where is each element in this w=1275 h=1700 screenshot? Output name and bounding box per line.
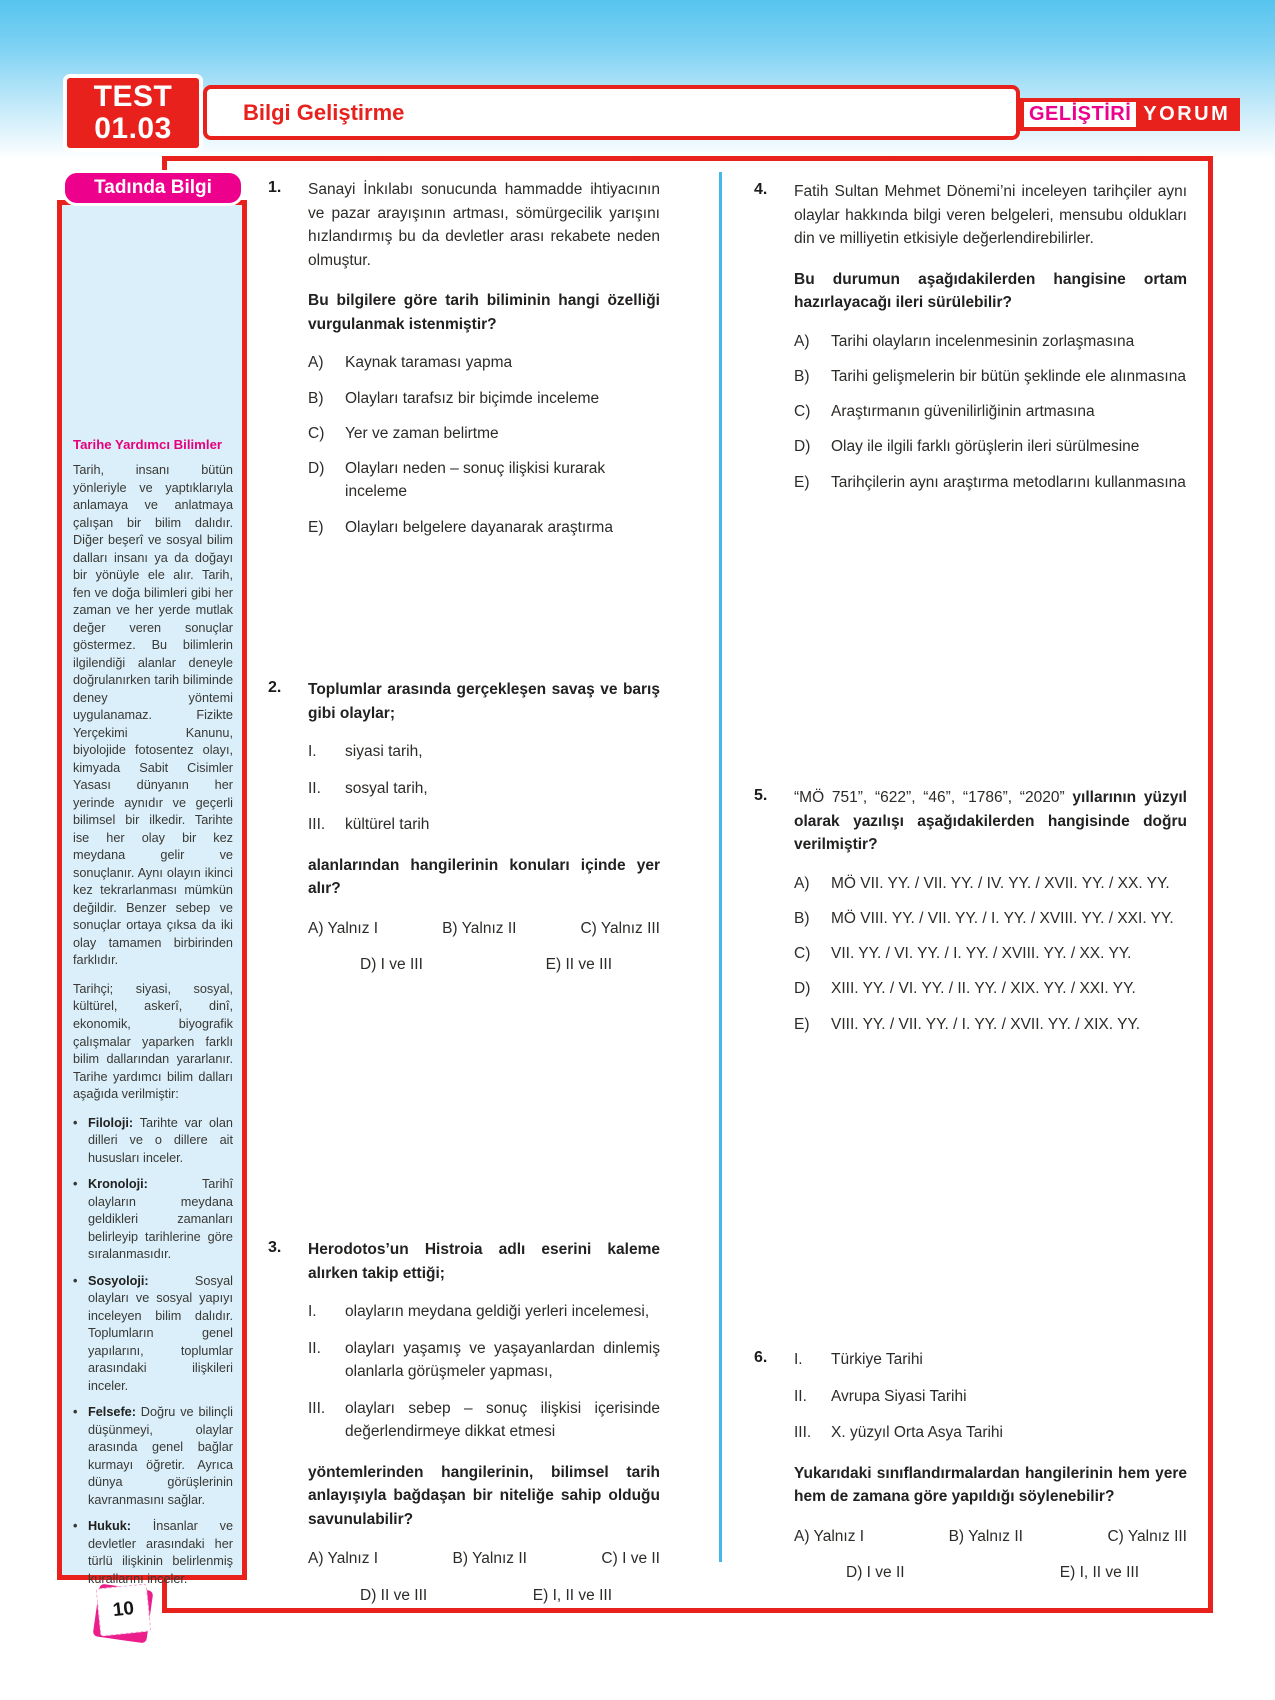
question-2-option-c: C) Yalnız III (580, 919, 660, 937)
bullet-icon: • (73, 1405, 78, 1420)
option-label: C) (794, 945, 811, 963)
roman-label: III. (308, 816, 326, 834)
roman-label: I. (794, 1351, 803, 1368)
question-1-option-a (308, 351, 660, 374)
column-divider (719, 172, 722, 1562)
question-1-option-b (308, 387, 660, 410)
option-label: A) (308, 354, 324, 372)
roman-text: olayların meydana geldiği yerleri incelemesi, (345, 1303, 650, 1321)
sidebar-paragraph: Tarihçi; siyasi, sosyal, kültürel, askerî, dinî, ekonomik, biyografik çalışmalar yaparken farklı bilim dallarından yararlanır. Tarihe yardımcı bilim dalları aşağıda verilmiştir: (73, 981, 233, 1102)
bullet-term: Filoloji: (88, 1115, 134, 1130)
test-word: TEST (93, 80, 173, 114)
sidebar-paragraph: Tarih, insanı bütün yönleriyle ve yaptıklarıyla anlamaya ve anlatmaya çalışan bir bilim dalıdır. Diğer beşerî ve sosyal bilim dalları insanı ya da doğayı bir yönüyle ele alır. Tarih, fen ve doğa bilimleri gibi her zaman ve her yerde mutlak değer veren sonuçlar göstermez. Bu bilimlerin ilgilendiği alanlar deneyle doğrulanırken tarih biliminde deney yöntemi uygulanamaz. Fizikte Yerçekimi Kanunu, biyolojide fotosentez olayı, kimyada Sabit Cisimler Yasası dünyanın her yerinde aynıdır ve geçerli bilimsel bir ilkedir. Tarihte ise her olay bir kez meydana gelir ve sonuçlanır. Aynı olayın ikinci kez tekrarlanması mümkün değildir. Benzer sebep ve sonuçlar ortaya çıksa da iki olay tamamen birbirinden farklıdır. (73, 463, 233, 968)
question-6-option-d: D) I ve II (846, 1563, 905, 1581)
bullet-icon: • (73, 1115, 78, 1130)
question-3-option-c: C) I ve II (601, 1550, 660, 1568)
question-2 (268, 678, 660, 976)
bullet-text: İnsanlar ve devletler arasındaki her türlü ilişkinin belirlenmiş kurallarını inceler. (88, 1519, 233, 1586)
bullet-term: Sosyoloji: (88, 1273, 149, 1288)
question-4-option-c (794, 400, 1187, 423)
question-6 (754, 1348, 1187, 1584)
question-2-romans (308, 740, 660, 837)
sidebar-heading: Tarihe Yardımcı Bilimler (73, 437, 223, 452)
roman-text: olayları yaşamış ve yaşayanlardan dinlemiş olanlarla görüşmeler yapması, (345, 1339, 660, 1381)
sidebar-bullet-hukuk (73, 1518, 233, 1588)
roman-label: III. (794, 1424, 812, 1442)
option-text: VII. YY. / VI. YY. / I. YY. / XVIII. YY. / XX. YY. (831, 945, 1132, 963)
question-3-number: 3. (268, 1239, 282, 1256)
roman-text: Türkiye Tarihi (831, 1351, 923, 1368)
question-6-option-c: C) Yalnız III (1107, 1527, 1187, 1545)
option-text: Olayları neden – sonuç ilişkisi kurarak inceleme (345, 460, 606, 501)
question-5-option-b (794, 907, 1187, 930)
bullet-text: Tarihte var olan dilleri ve o dillere ait hususları inceler. (88, 1115, 233, 1165)
roman-item-3 (794, 1421, 1187, 1445)
question-4-option-e (794, 471, 1187, 494)
option-label: C) (794, 403, 811, 421)
question-2-stem: alanlarından hangilerinin konuları içinde yer alır? (308, 856, 660, 898)
option-label: E) (794, 1015, 810, 1033)
option-label: E) (794, 473, 810, 491)
question-2-option-e: E) II ve III (545, 956, 612, 974)
question-6-romans (794, 1348, 1187, 1445)
section-title: Bilgi Geliştirme (243, 99, 405, 125)
question-1 (268, 178, 660, 539)
option-label: D) (308, 460, 325, 478)
sidebar-bullet-kronoloji (73, 1176, 233, 1264)
test-code: 01.03 (94, 112, 172, 145)
sidebar-bullet-filoloji (73, 1115, 233, 1168)
question-1-option-c (308, 422, 660, 445)
question-3-romans (308, 1300, 660, 1444)
question-1-intro: Sanayi İnkılabı sonucunda hammadde ihtiyacının ve pazar arayışının artması, sömürgecilik yarışını hızlandırmış bu da devletler arası rekabete neden olmuştur. (308, 181, 660, 269)
question-1-option-d (308, 457, 660, 504)
roman-item-2 (308, 777, 660, 801)
roman-item-1 (308, 1300, 660, 1324)
option-label: C) (308, 424, 325, 442)
question-5-option-d (794, 977, 1187, 1000)
bullet-term: Kronoloji: (88, 1177, 148, 1192)
question-1-option-e (308, 516, 660, 539)
roman-item-2 (308, 1337, 660, 1384)
question-3-option-a: A) Yalnız I (308, 1550, 379, 1568)
page-number: 10 (96, 1583, 152, 1636)
sidebar-bullet-felsefe (73, 1404, 233, 1509)
roman-text: Avrupa Siyasi Tarihi (831, 1387, 967, 1405)
option-label: A) (794, 332, 810, 350)
bullet-term: Felsefe: (88, 1405, 136, 1420)
option-text: XIII. YY. / VI. YY. / II. YY. / XIX. YY. / XXI. YY. (831, 980, 1136, 998)
roman-item-3 (308, 813, 660, 837)
option-text: Tarihçilerin aynı araştırma metodlarını kullanmasına (831, 473, 1186, 491)
roman-text: sosyal tarih, (345, 779, 428, 797)
question-6-option-e: E) I, II ve III (1059, 1563, 1139, 1581)
question-6-number: 6. (754, 1349, 768, 1366)
question-4-number: 4. (754, 181, 768, 198)
question-2-option-d: D) I ve III (360, 956, 423, 974)
roman-item-1 (794, 1348, 1187, 1372)
question-3-options-row-1 (308, 1547, 660, 1570)
roman-item-2 (794, 1385, 1187, 1409)
roman-label: II. (794, 1387, 807, 1405)
sidebar-info-box (57, 200, 247, 1586)
question-1-options (308, 351, 660, 539)
option-text: Tarihi gelişmelerin bir bütün şeklinde ele alınmasına (831, 367, 1186, 385)
bullet-text: Tarihî olayların meydana geldikleri zamanları belirleyip tarihlerine göre sıralanmasıdır. (88, 1177, 233, 1262)
question-6-options-row-1 (794, 1525, 1187, 1548)
question-6-option-a: A) Yalnız I (794, 1527, 865, 1545)
bullet-term: Hukuk: (88, 1519, 131, 1534)
option-text: Olayları belgelere dayanarak araştırma (345, 518, 613, 536)
option-label: D) (794, 980, 811, 998)
sidebar-bullet-sosyoloji (73, 1273, 233, 1396)
question-5-years: “MÖ 751”, “622”, “46”, “1786”, “2020” (794, 789, 1065, 806)
question-5-option-a (794, 872, 1187, 895)
roman-label: I. (308, 743, 317, 761)
question-6-options-row-2 (794, 1561, 1187, 1584)
option-text: MÖ VIII. YY. / VII. YY. / I. YY. / XVIII. YY. / XXI. YY. (831, 909, 1174, 927)
question-4-option-d (794, 435, 1187, 458)
question-3-intro: Herodotos’un Histroia adlı eserini kaleme alırken takip ettiği; (308, 1241, 660, 1282)
option-text: Olay ile ilgili farklı görüşlerin ileri sürülmesine (831, 438, 1140, 456)
option-text: VIII. YY. / VII. YY. / I. YY. / XVII. YY. / XIX. YY. (831, 1015, 1141, 1033)
question-4-options (794, 330, 1187, 494)
question-3-option-b: B) Yalnız II (452, 1550, 527, 1568)
option-text: Olayları tarafsız bir biçimde inceleme (345, 389, 600, 407)
question-2-intro: Toplumlar arasında gerçekleşen savaş ve barış gibi olaylar; (308, 681, 660, 722)
question-2-options-row-2 (308, 953, 660, 976)
question-3-option-d: D) II ve III (360, 1586, 428, 1604)
option-label: E) (308, 518, 324, 536)
option-text: Araştırmanın güvenilirliğinin artmasına (831, 403, 1095, 421)
bullet-icon: • (73, 1273, 78, 1288)
question-6-stem: Yukarıdaki sınıflandırmalardan hangilerinin hem yere hem de zamana göre yapıldığı söylenebilir? (794, 1464, 1187, 1506)
question-3-options-row-2 (308, 1584, 660, 1607)
option-text: Tarihi olayların incelenmesinin zorlaşmasına (831, 332, 1135, 350)
option-label: A) (794, 874, 810, 892)
question-4-stem: Bu durumun aşağıdakilerden hangisine ortam hazırlayacağı ileri sürülebilir? (794, 270, 1187, 312)
option-text: Yer ve zaman belirtme (345, 424, 499, 442)
bullet-text: Sosyal olayları ve sosyal yapıyı inceleyen bilim dalıdır. Toplumların genel yapılarını, toplumlar arasındaki ilişkileri inceler. (88, 1273, 233, 1393)
question-4-option-a (794, 330, 1187, 353)
question-5-option-e (794, 1013, 1187, 1036)
question-2-option-b: B) Yalnız II (442, 919, 517, 937)
question-1-stem: Bu bilgilere göre tarih biliminin hangi özelliği vurgulanmak istenmiştir? (308, 292, 660, 333)
bullet-icon: • (73, 1177, 78, 1192)
question-1-number: 1. (268, 179, 282, 196)
question-2-options-row-1 (308, 917, 660, 940)
question-4-option-b (794, 365, 1187, 388)
question-4 (754, 180, 1187, 494)
question-6-option-b: B) Yalnız II (948, 1527, 1023, 1545)
roman-text: olayları sebep – sonuç ilişkisi içerisinde değerlendirmeye dikkat etmesi (345, 1399, 660, 1441)
option-text: Kaynak taraması yapma (345, 354, 513, 372)
question-5-stem: yıllarının yüzyıl olarak yazılışı aşağıdakilerden hangisinde doğru verilmiştir? (794, 789, 1187, 854)
question-2-number: 2. (268, 679, 282, 696)
bullet-icon: • (73, 1519, 78, 1534)
section-title-bar (203, 85, 1020, 140)
option-label: B) (794, 909, 810, 927)
sidebar-badge: Tadında Bilgi (62, 170, 244, 206)
roman-item-1 (308, 740, 660, 764)
option-text: MÖ VII. YY. / VII. YY. / IV. YY. / XVII. YY. / XX. YY. (831, 874, 1170, 892)
logo-gelistiri-label: GELİŞTİRİ (1024, 102, 1136, 127)
question-5-options (794, 872, 1187, 1036)
roman-text: kültürel tarih (345, 816, 430, 834)
question-3 (268, 1238, 660, 1607)
option-label: B) (308, 389, 324, 407)
roman-label: II. (308, 1339, 321, 1357)
publisher-logo (1020, 98, 1240, 131)
roman-text: X. yüzyıl Orta Asya Tarihi (831, 1424, 1003, 1442)
logo-yorum-label: YORUM (1143, 103, 1231, 125)
question-2-option-a: A) Yalnız I (308, 919, 379, 937)
question-5-number: 5. (754, 787, 768, 804)
roman-text: siyasi tarih, (345, 743, 423, 761)
question-5-option-c (794, 942, 1187, 965)
roman-label: II. (308, 779, 321, 797)
roman-label: III. (308, 1399, 326, 1417)
question-5-intro (794, 786, 1187, 857)
test-number-box (63, 74, 203, 152)
question-3-stem: yöntemlerinden hangilerinin, bilimsel tarih anlayışıyla bağdaşan bir niteliğe sahip olduğu savunulabilir? (308, 1463, 660, 1528)
option-label: D) (794, 438, 811, 456)
option-label: B) (794, 367, 810, 385)
roman-label: I. (308, 1303, 317, 1321)
bullet-text: Doğru ve bilinçli düşünmeyi, olaylar arasında genel bağlar kurmayı öğretir. Ayrıca dünya görüşlerinin kavranmasını sağlar. (88, 1405, 233, 1507)
question-3-option-e: E) I, II ve III (532, 1586, 612, 1604)
question-4-intro: Fatih Sultan Mehmet Dönemi’ni inceleyen tarihçiler aynı olaylar hakkında bilgi veren belgeleri, mensubu oldukları din ve milliyetin etkisiyle değerlendirebilirler. (794, 183, 1187, 248)
roman-item-3 (308, 1397, 660, 1444)
question-5 (754, 786, 1187, 1036)
